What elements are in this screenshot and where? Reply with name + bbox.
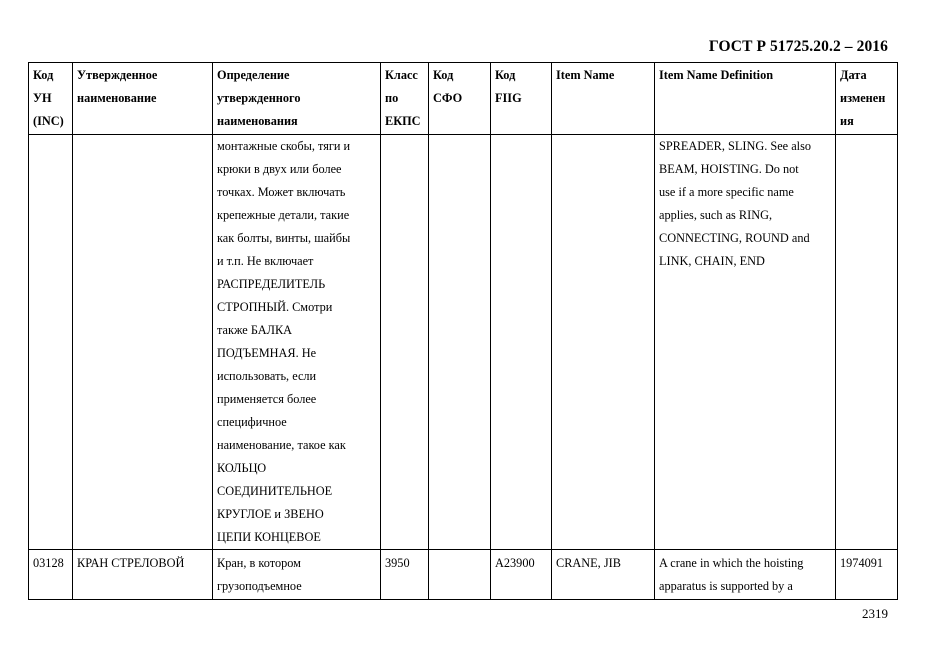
cell-sfo-code: [429, 550, 491, 600]
column-header-fiig-code: Код FIIG: [491, 63, 552, 135]
column-header-ekps-class: Класс по ЕКПС: [381, 63, 429, 135]
cell-change-date: [836, 135, 898, 550]
cell-inc: 03128: [29, 550, 73, 600]
column-header-item-name-definition: Item Name Definition: [655, 63, 836, 135]
column-header-approved-name: Утвержденное наименование: [73, 63, 213, 135]
column-header-change-date: Дата изменен ия: [836, 63, 898, 135]
cell-item-name-definition: A crane in which the hoisting apparatus is supported by a: [655, 550, 836, 600]
cell-item-name-definition: SPREADER, SLING. See also BEAM, HOISTING. Do not use if a more specific name applies, such as RING, CONNECTING, ROUND and LINK, CHAIN, END: [655, 135, 836, 550]
table-header-row: [29, 63, 898, 135]
column-header-definition: Определение утвержденного наименования: [213, 63, 381, 135]
cell-fiig-code: [491, 135, 552, 550]
cell-fiig-code: A23900: [491, 550, 552, 600]
cell-definition: монтажные скобы, тяги и крюки в двух или более точках. Может включать крепежные детали, такие как болты, винты, шайбы и т.п. Не включает РАСПРЕДЕЛИТЕЛЬ СТРОПНЫЙ. Смотри также БАЛКА ПОДЪЕМНАЯ. Не использовать, если применяется более специфичное наименование, такое как КОЛЬЦО СОЕДИНИТЕЛЬНОЕ КРУГЛОЕ и ЗВЕНО ЦЕПИ КОНЦЕВОЕ: [213, 135, 381, 550]
cell-ekps-class: 3950: [381, 550, 429, 600]
cell-inc: [29, 135, 73, 550]
table-row: [29, 135, 898, 550]
table-row: [29, 550, 898, 600]
cell-change-date: 1974091: [836, 550, 898, 600]
document-standard-title: ГОСТ Р 51725.20.2 – 2016: [708, 38, 888, 55]
cell-ekps-class: [381, 135, 429, 550]
item-name-registry-table: [28, 62, 898, 600]
page-number: 2319: [862, 606, 888, 621]
column-header-inc: Код УН (INC): [29, 63, 73, 135]
cell-definition: Кран, в котором грузоподъемное: [213, 550, 381, 600]
cell-item-name: [552, 135, 655, 550]
cell-sfo-code: [429, 135, 491, 550]
cell-approved-name: [73, 135, 213, 550]
column-header-item-name: Item Name: [552, 63, 655, 135]
cell-item-name: CRANE, JIB: [552, 550, 655, 600]
cell-approved-name: КРАН СТРЕЛОВОЙ: [73, 550, 213, 600]
column-header-sfo-code: Код СФО: [429, 63, 491, 135]
